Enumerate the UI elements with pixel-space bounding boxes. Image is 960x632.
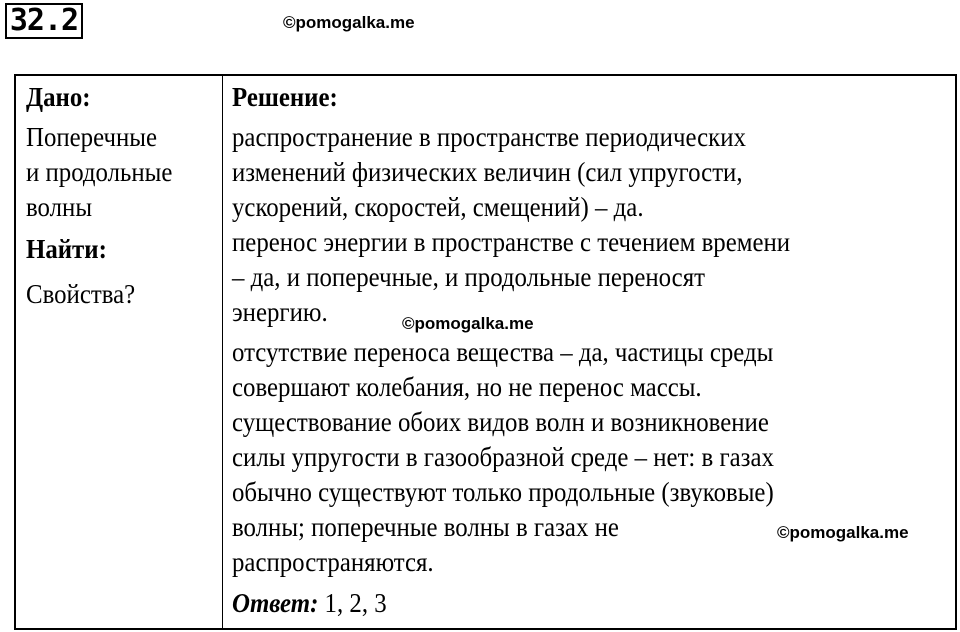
answer	[232, 588, 387, 618]
solution-line: распространение в пространстве периодических	[232, 122, 746, 152]
solution-line: волны; поперечные волны в газах не	[232, 512, 619, 542]
problem-number: 32.2	[5, 3, 83, 39]
given-heading: Дано:	[26, 82, 91, 112]
find-heading: Найти:	[26, 234, 107, 264]
solution-line: совершают колебания, но не перенос массы.	[232, 372, 702, 402]
solution-line: перенос энергии в пространстве с течением времени	[232, 227, 791, 257]
solution-line: энергию.	[232, 297, 328, 327]
column-divider	[222, 76, 223, 628]
answer-label: Ответ:	[232, 588, 319, 618]
watermark: ©pomogalka.me	[283, 13, 415, 32]
solution-line: ускорений, скоростей, смещений) – да.	[232, 192, 644, 222]
solution-line: обычно существуют только продольные (звуковые)	[232, 477, 774, 507]
given-line: Поперечные	[26, 122, 158, 152]
solution-line: силы упругости в газообразной среде – нет: в газах	[232, 442, 774, 472]
solution-line: отсутствие переноса вещества – да, частицы среды	[232, 337, 774, 367]
given-line: и продольные	[26, 157, 173, 187]
solution-line: изменений физических величин (сил упругости,	[232, 157, 743, 187]
watermark: ©pomogalka.me	[402, 314, 534, 333]
solution-line: распространяются.	[232, 547, 434, 577]
solution-line: существование обоих видов волн и возникновение	[232, 407, 769, 437]
find-text: Свойства?	[26, 279, 136, 309]
solution-table	[14, 74, 957, 630]
watermark: ©pomogalka.me	[777, 523, 909, 542]
solution-heading: Решение:	[232, 82, 338, 112]
solution-line: – да, и поперечные, и продольные переносят	[232, 262, 705, 292]
given-line: волны	[26, 192, 93, 222]
answer-value: 1, 2, 3	[318, 588, 387, 618]
